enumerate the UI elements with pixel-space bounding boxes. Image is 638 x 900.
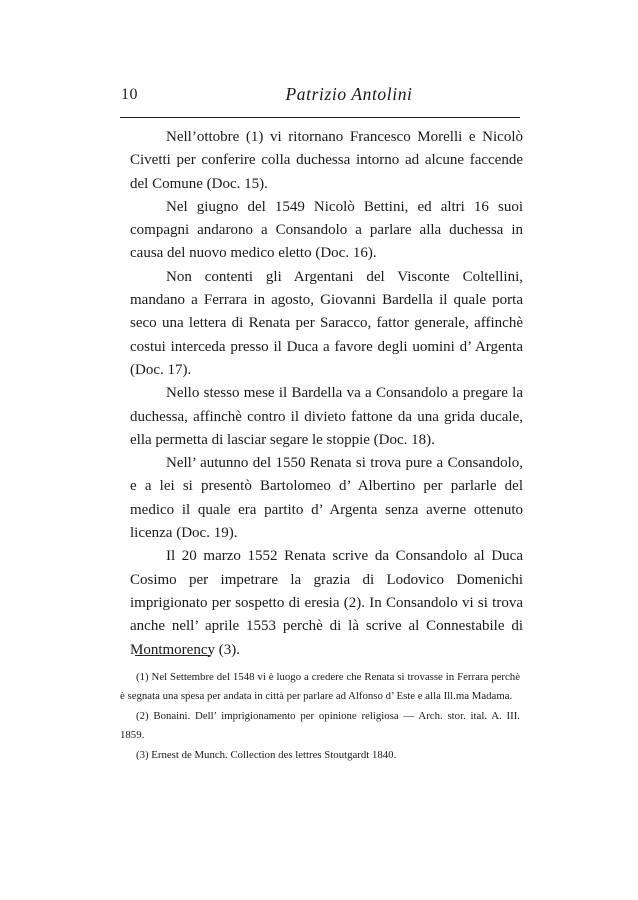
running-title: Patrizio Antolini	[285, 84, 413, 104]
paragraph: Non contenti gli Argentani del Visconte Coltellini, mandano a Ferrara in agosto, Giovanni Bardella il quale porta seco una lettera di Renata per Saracco, fattor generale, affinchè costui interceda presso il Duca a favore degli uomini d’ Argenta (Doc. 17).	[130, 268, 523, 378]
paragraph: Nel giugno del 1549 Nicolò Bettini, ed altri 16 suoi compagni andarono a Consandolo a parlare alla duchessa in causa del nuovo medico eletto (Doc. 16).	[130, 198, 523, 262]
footnote: (1) Nel Settembre del 1548 vi è luogo a credere che Renata si trovasse in Ferrara perchè è segnata una spesa per andata in città per parlare ad Alfonso d’ Este e alla Ill.ma Madama.	[120, 671, 520, 703]
header-rule	[120, 117, 520, 118]
paragraph: Nell’ autunno del 1550 Renata si trova pure a Consandolo, e a lei si presentò Bartolomeo d’ Albertino per parlarle del medico il quale era partito d’ Argenta senza averne ottenuto licenza (Doc. 19).	[130, 455, 523, 542]
footnote: (3) Ernest de Munch. Collection des lettres Stoutgardt 1840.	[136, 748, 397, 761]
body-text	[130, 126, 523, 662]
footnote: (2) Bonaini. Dell’ imprigionamento per opinione religiosa — Arch. stor. ital. A. III. 1859.	[120, 709, 520, 742]
footnote-rule	[135, 655, 210, 656]
footnotes	[120, 668, 520, 765]
page-number: 10	[121, 86, 138, 103]
paragraph: Nell’ottobre (1) vi ritornano Francesco Morelli e Nicolò Civetti per conferire colla duchessa intorno ad alcune faccende del Comune (Doc. 15).	[130, 129, 523, 192]
paragraph: Il 20 marzo 1552 Renata scrive da Consandolo al Duca Cosimo per impetrare la grazia di Lodovico Domenichi imprigionato per sospetto di eresia (2). In Consandolo vi si trova anche nell’ aprile 1553 perchè di là scrive al Connestabile di Montmorency (3).	[130, 548, 523, 658]
paragraph: Nello stesso mese il Bardella va a Consandolo a pregare la duchessa, affinchè contro il divieto fattone da una grida ducale, ella permetta di lasciar segare le stoppie (Doc. 18).	[130, 385, 523, 448]
